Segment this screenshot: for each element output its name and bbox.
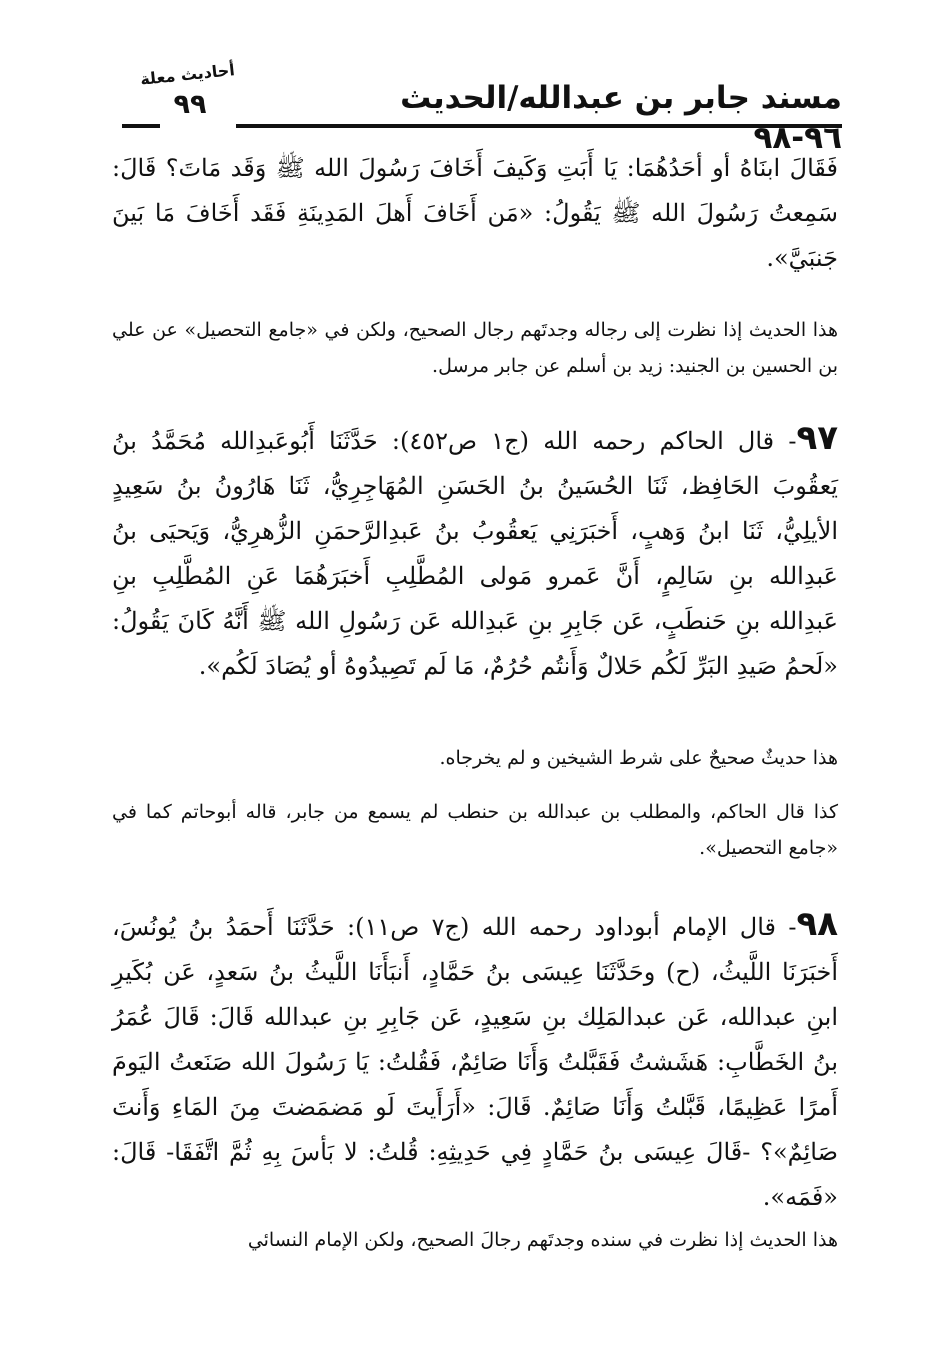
- hadith-text: قال الإمام أبوداود رحمه الله (ج٧ ص١١): حَدَّثَنَا أَحمَدُ بنُ يُونُسَ، أَخبَرَنَا اللَّيثُ، (ح) وحَدَّثَنَا عِيسَى بنُ حَمَّادٍ، أَنبَأَنَا اللَّيثُ بنُ سَعدٍ، عَن بُكَيرِ ابنِ عبدالله، عَن عبدالمَلِك بنِ سَعِيدٍ، عَن جَابِرِ بنِ عبدالله قَالَ: قَالَ عُمَرُ بنُ الخَطَّابِ: هَشَشتُ فَقَبَّلتُ وَأَنَا صَائِمٌ، فَقُلتُ: يَا رَسُولَ الله صَنَعتُ اليَومَ أَمرًا عَظِيمًا، قَبَّلتُ وَأَنَا صَائِمٌ. قَالَ: «أَرَأَيتَ لَو مَضمَضتَ مِنَ المَاءِ وَأَنتَ صَائِمٌ»؟ -قَالَ عِيسَى بنُ حَمَّادٍ فِي حَدِيثِهِ: قُلتُ: لا بَأسَ بِهِ ثُمَّ اتَّفَقَا- قَالَ: «فَمَه».: [112, 913, 839, 1211]
- series-note: أحاديث معلة: [139, 60, 236, 89]
- header-rule: [236, 124, 842, 128]
- commentary-paragraph: [112, 1222, 838, 1258]
- commentary-text: هذا حديثٌ صحيحٌ على شرط الشيخين و لم يخرجاه.: [439, 747, 838, 769]
- hadith-98: [112, 902, 838, 1220]
- hadith-continuation: [112, 146, 838, 281]
- hadith-97: [112, 416, 838, 689]
- commentary-text: هذا الحديث إذا نظرت في سنده وجدتَهم رجالَ الصحيح، ولكن الإمام النسائي: [247, 1229, 838, 1251]
- number-dash: -: [776, 913, 797, 941]
- running-head: مسند جابر بن عبدالله/الحديث ٩٦-٩٨: [400, 80, 842, 156]
- header-rule-short: [122, 124, 160, 128]
- hadith-number: ٩٧: [796, 418, 838, 458]
- commentary-text: كذا قال الحاكم، والمطلب بن عبدالله بن حنطب لم يسمع من جابر، قاله أبوحاتم كما في «جامع التحصيل».: [112, 801, 838, 859]
- hadith-number: ٩٨: [796, 904, 838, 944]
- commentary-paragraph: [112, 740, 838, 776]
- number-dash: -: [774, 427, 797, 455]
- page-number: ٩٩: [173, 89, 207, 120]
- commentary-paragraph: [112, 312, 838, 384]
- commentary-text: هذا الحديث إذا نظرت إلى رجاله وجدتَهم رجال الصحيح، ولكن في «جامع التحصيل» عن علي بن الحسين بن الجنيد: زيد بن أسلم عن جابر مرسل.: [112, 319, 838, 377]
- commentary-paragraph: [112, 794, 838, 866]
- hadith-text: فَقَالَ ابنَاهُ أو أحَدُهُمَا: يَا أَبَتِ وَكَيفَ أَخَافَ رَسُولَ الله ﷺ وَقَد مَاتَ؟ قَالَ: سَمِعتُ رَسُولَ الله ﷺ يَقُولُ: «مَن أَخَافَ أَهلَ المَدِينَةِ فَقَد أَخَافَ مَا بَينَ جَنبَيَّ».: [112, 154, 838, 272]
- hadith-text: قال الحاكم رحمه الله (ج١ ص٤٥٢): حَدَّثَنَا أَبُوعَبدِالله مُحَمَّدُ بنُ يَعقُوبَ الحَافِظ، ثَنَا الحُسَينُ بنُ الحَسَنِ المُهَاجِرِيُّ، ثَنَا هَارُونُ بنُ سَعِيدٍ الأيلِيُّ، ثَنَا ابنُ وَهبٍ، أَخبَرَنِي يَعقُوبُ بنُ عَبدِالرَّحمَنِ الزُّهرِيُّ، وَيَحيَى بنُ عَبدِالله بنِ سَالِمٍ، أَنَّ عَمرو مَولى المُطَّلِبِ أَخبَرَهُمَا عَنِ المُطَّلِبِ بنِ عَبدِالله بنِ حَنطَبٍ، عَن جَابِرِ بنِ عَبدِالله عَن رَسُولِ الله ﷺ أَنَّهُ كَانَ يَقُولُ: «لَحمُ صَيدِ البَرِّ لَكُم حَلالٌ وَأَنتُم حُرُمٌ، مَا لَم تَصِيدُوهُ أو يُصَادَ لَكُم».: [112, 427, 839, 680]
